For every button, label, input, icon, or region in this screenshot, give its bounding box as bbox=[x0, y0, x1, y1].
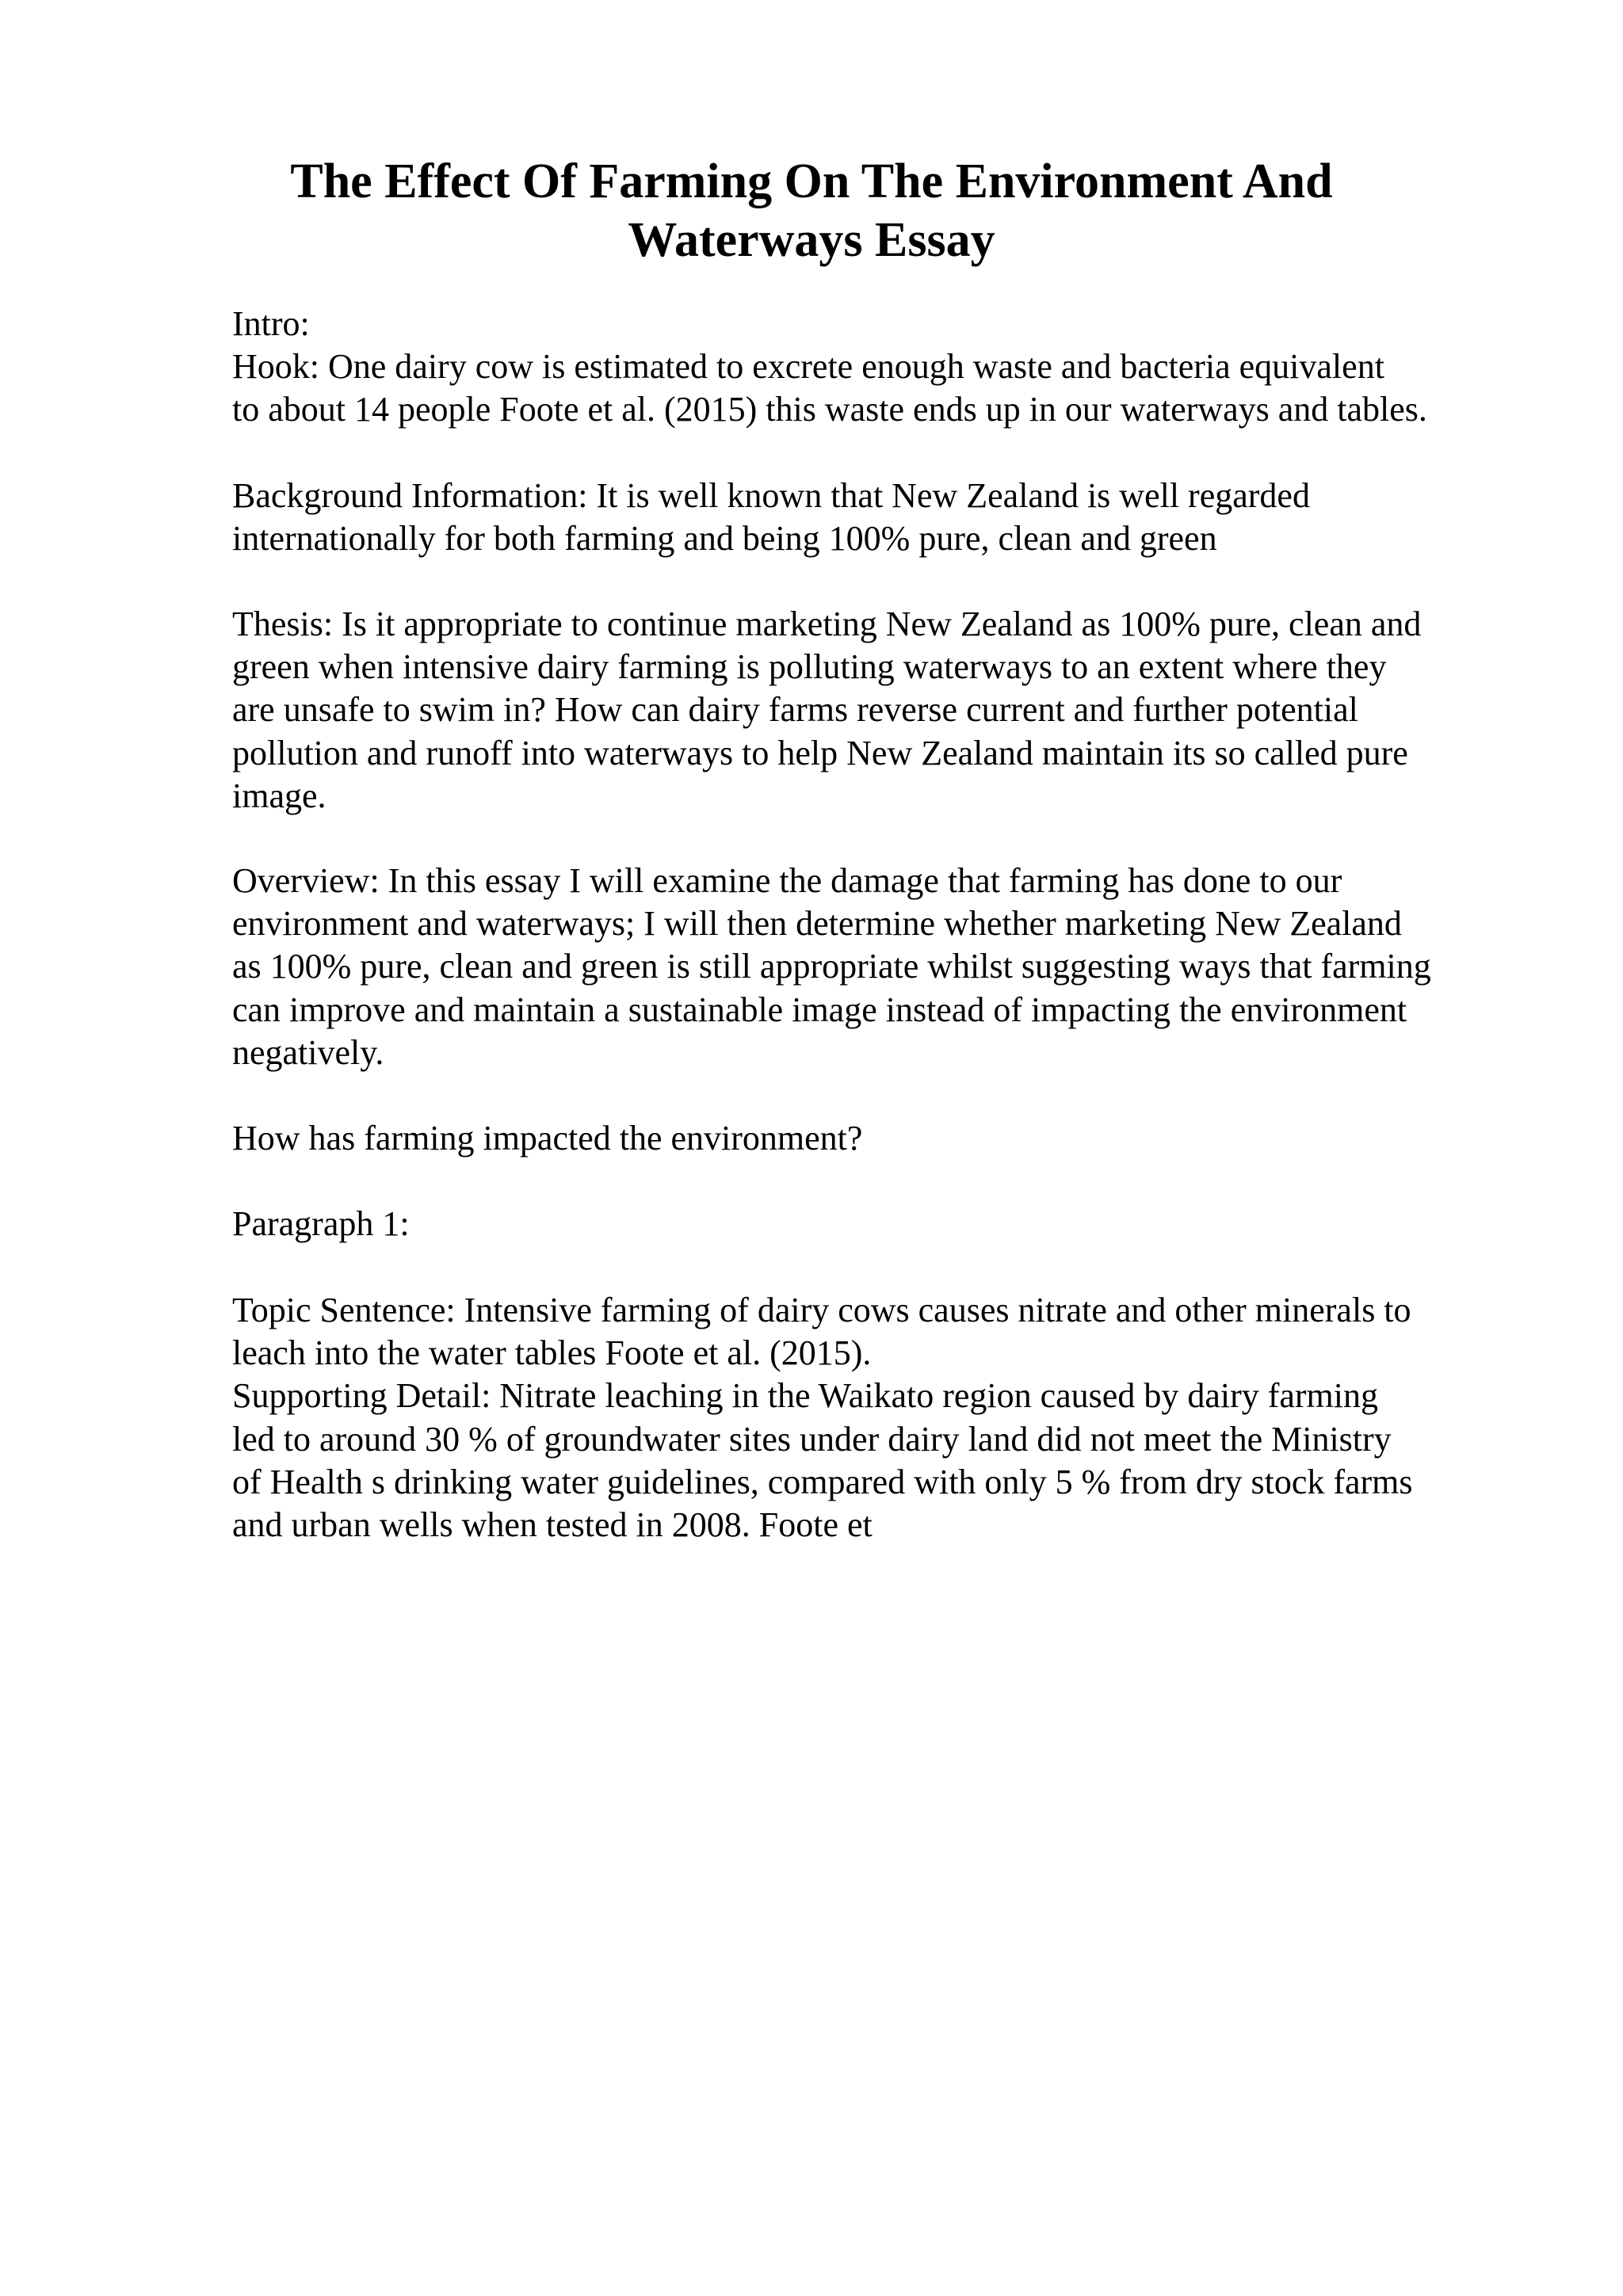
text-line: Overview: In this essay I will examine the damage that farming has done to our bbox=[232, 861, 1342, 900]
intro-block bbox=[232, 303, 1595, 432]
topic-block bbox=[232, 1289, 1595, 1547]
text-line: leach into the water tables Foote et al. (2015). bbox=[232, 1333, 872, 1373]
text-line: How has farming impacted the environment? bbox=[232, 1119, 863, 1158]
title-line: The Effect Of Farming On The Environment And bbox=[290, 154, 1333, 208]
text-line: Background Information: It is well known that New Zealand is well regarded bbox=[232, 476, 1310, 515]
text-line: are unsafe to swim in? How can dairy farms reverse current and further potential bbox=[232, 690, 1358, 730]
text-line: Paragraph 1: bbox=[232, 1204, 410, 1243]
text-line: Intro: bbox=[232, 304, 310, 343]
text-line: and urban wells when tested in 2008. Foote et bbox=[232, 1505, 873, 1544]
overview-block bbox=[232, 860, 1595, 1074]
text-line: image. bbox=[232, 776, 327, 815]
text-line: of Health s drinking water guidelines, compared with only 5 % from dry stock farms bbox=[232, 1462, 1413, 1501]
text-line: negatively. bbox=[232, 1032, 384, 1072]
text-line: green when intensive dairy farming is polluting waterways to an extent where they bbox=[232, 647, 1387, 687]
text-line: environment and waterways; I will then determine whether marketing New Zealand bbox=[232, 904, 1402, 944]
text-line: pollution and runoff into waterways to help New Zealand maintain its so called pure bbox=[232, 733, 1408, 772]
background-block bbox=[232, 475, 1595, 560]
text-line: Supporting Detail: Nitrate leaching in the Waikato region caused by dairy farming bbox=[232, 1376, 1379, 1416]
text-line: Topic Sentence: Intensive farming of dairy cows causes nitrate and other minerals to bbox=[232, 1291, 1411, 1329]
thesis-block bbox=[232, 603, 1595, 818]
title-line: Waterways Essay bbox=[628, 213, 995, 267]
text-line: to about 14 people Foote et al. (2015) this waste ends up in our waterways and tables. bbox=[232, 390, 1427, 429]
paragraph-label bbox=[232, 1203, 1595, 1245]
text-line: as 100% pure, clean and green is still appropriate whilst suggesting ways that farming bbox=[232, 947, 1431, 986]
text-line: Hook: One dairy cow is estimated to excrete enough waste and bacteria equivalent bbox=[232, 347, 1384, 387]
text-line: led to around 30 % of groundwater sites under dairy land did not meet the Ministry bbox=[232, 1419, 1392, 1459]
document-title bbox=[0, 152, 1623, 269]
section-question bbox=[232, 1117, 1595, 1160]
text-line: internationally for both farming and being 100% pure, clean and green bbox=[232, 519, 1217, 559]
text-line: Thesis: Is it appropriate to continue marketing New Zealand as 100% pure, clean and bbox=[232, 605, 1422, 643]
text-line: can improve and maintain a sustainable image instead of impacting the environment bbox=[232, 990, 1407, 1029]
